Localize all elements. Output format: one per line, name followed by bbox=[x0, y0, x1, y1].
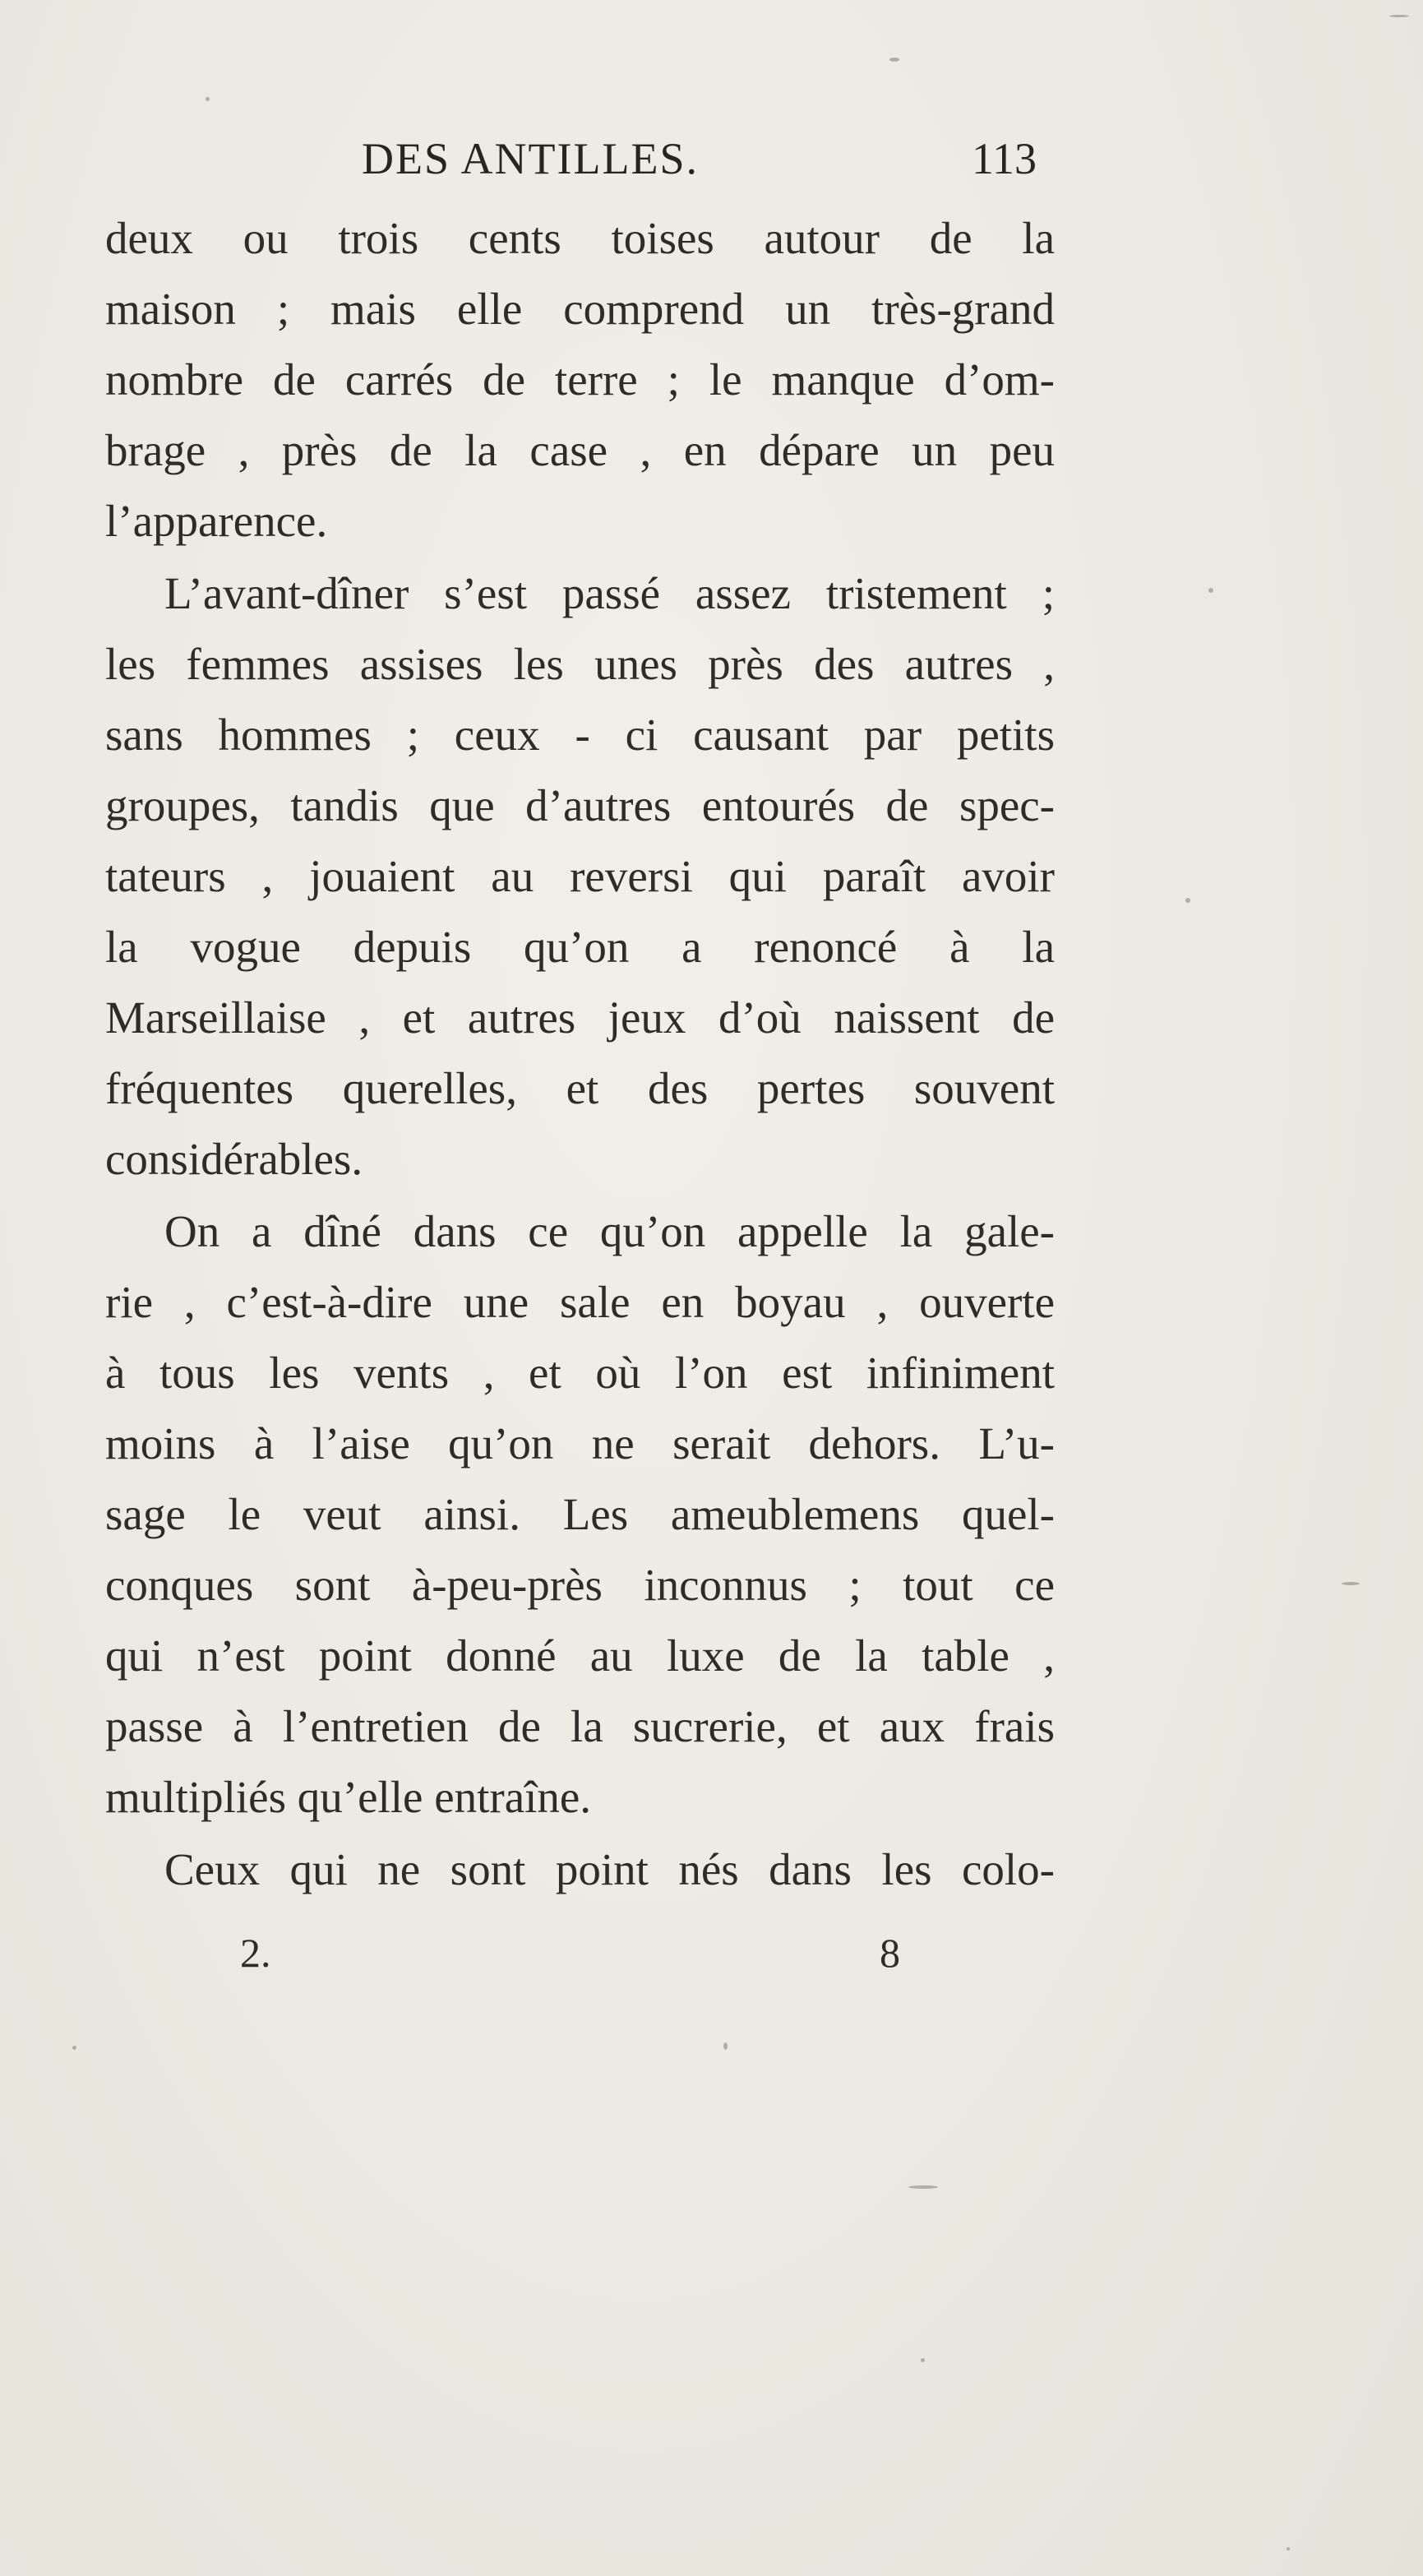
text-line: maison ; mais elle comprend un très-grand bbox=[105, 284, 1055, 334]
paper-speck bbox=[1342, 1582, 1360, 1585]
text-line: sans hommes ; ceux - ci causant par petits bbox=[105, 710, 1055, 760]
text-line: Marseillaise , et autres jeux d’où naissent de bbox=[105, 992, 1055, 1043]
paper-speck bbox=[908, 2185, 938, 2189]
page-number: 113 bbox=[972, 134, 1037, 183]
text-line: sage le veut ainsi. Les ameublemens quel- bbox=[105, 1489, 1055, 1539]
paper-speck bbox=[1208, 588, 1213, 593]
signature-mark: 2. bbox=[240, 1930, 271, 1976]
paper-speck bbox=[1185, 898, 1190, 903]
paper-speck bbox=[1389, 15, 1409, 17]
text-line: la vogue depuis qu’on a renoncé à la bbox=[105, 922, 1055, 972]
text-line: fréquentes querelles, et des pertes souvent bbox=[105, 1063, 1055, 1113]
sheet-number: 8 bbox=[880, 1930, 900, 1976]
text-line: L’avant-dîner s’est passé assez tristement ; bbox=[164, 568, 1055, 618]
text-line: brage , près de la case , en dépare un peu bbox=[105, 425, 1055, 475]
text-line: rie , c’est-à-dire une sale en boyau , ouverte bbox=[105, 1277, 1055, 1327]
text-line: passe à l’entretien de la sucrerie, et aux frais bbox=[105, 1701, 1055, 1751]
text-line: multipliés qu’elle entraîne. bbox=[105, 1772, 592, 1822]
text-line: les femmes assises les unes près des autres , bbox=[105, 639, 1055, 689]
paper-speck bbox=[921, 2358, 925, 2362]
text-line: conques sont à-peu-près inconnus ; tout ce bbox=[105, 1560, 1055, 1610]
text-line: deux ou trois cents toises autour de la bbox=[105, 213, 1055, 263]
paper-speck bbox=[72, 2046, 76, 2050]
text-line: l’apparence. bbox=[105, 496, 328, 546]
running-title: DES ANTILLES. bbox=[362, 134, 699, 183]
text-line: groupes, tandis que d’autres entourés de spec- bbox=[105, 780, 1055, 830]
paper-speck bbox=[1287, 2547, 1290, 2551]
text-line: à tous les vents , et où l’on est infiniment bbox=[105, 1348, 1055, 1398]
paper-speck bbox=[206, 97, 210, 101]
text-line: tateurs , jouaient au reversi qui paraît avoir bbox=[105, 851, 1055, 901]
text-line: On a dîné dans ce qu’on appelle la gale- bbox=[164, 1206, 1055, 1256]
text-line: considérables. bbox=[105, 1134, 363, 1184]
text-line: nombre de carrés de terre ; le manque d’om- bbox=[105, 354, 1055, 405]
paper-speck bbox=[723, 2042, 728, 2050]
text-line: qui n’est point donné au luxe de la table , bbox=[105, 1630, 1055, 1681]
text-line: Ceux qui ne sont point nés dans les colo- bbox=[164, 1844, 1055, 1894]
text-line: moins à l’aise qu’on ne serait dehors. L’u- bbox=[105, 1418, 1055, 1468]
paper-speck bbox=[889, 58, 899, 62]
